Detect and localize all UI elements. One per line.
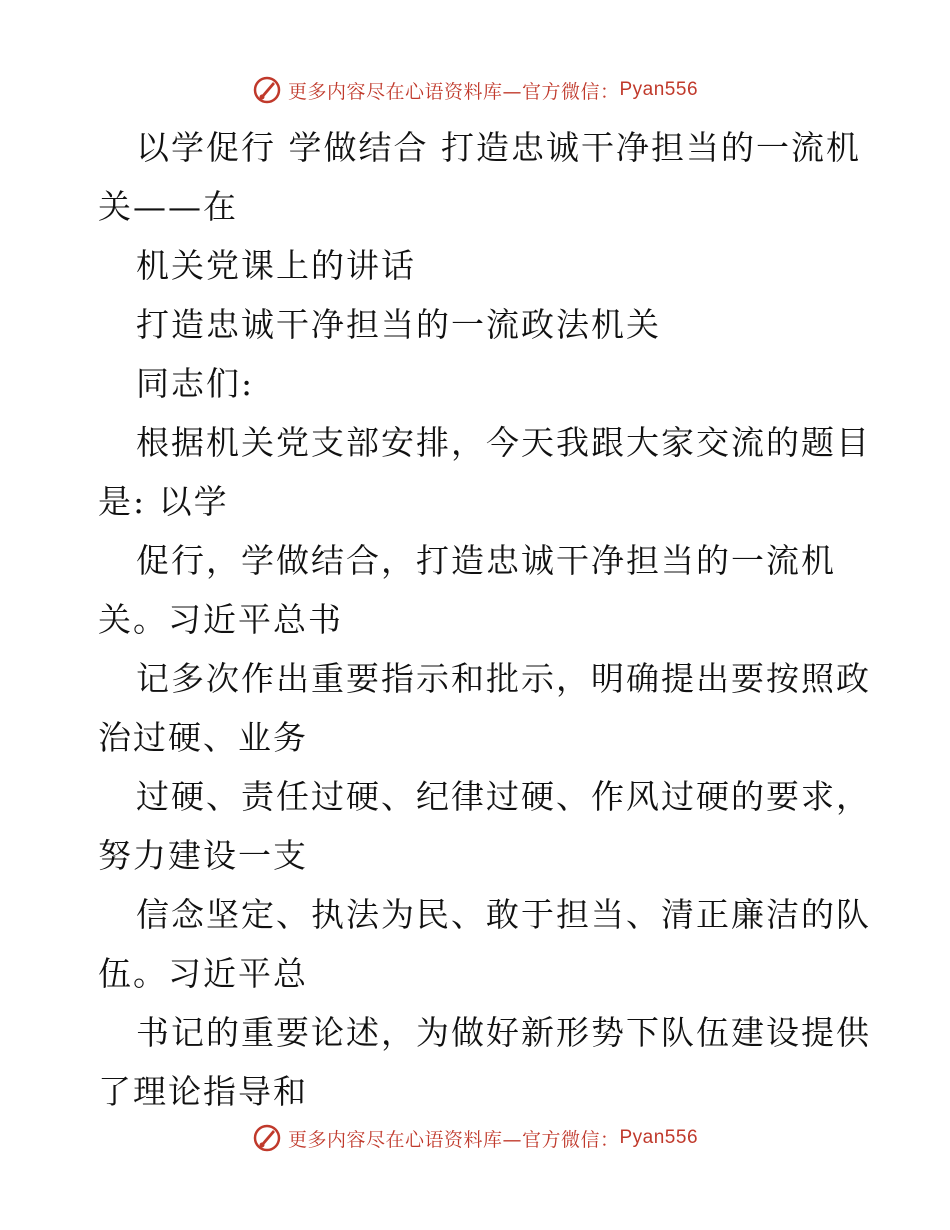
quill-logo-icon — [252, 75, 282, 105]
paragraph-line: 以学促行 学做结合 打造忠诚干净担当的一流机 — [136, 128, 861, 167]
document-body — [98, 118, 871, 1121]
paragraph — [98, 649, 871, 767]
paragraph-continuation: 伍。习近平总 — [98, 954, 308, 993]
quill-logo-icon — [252, 1123, 282, 1153]
watermark-handle: Pyan556 — [619, 79, 699, 100]
header-watermark — [0, 70, 950, 110]
paragraph-continuation: 了理论指导和 — [98, 1072, 308, 1111]
watermark-text: 更多内容尽在心语资料库—官方微信： — [287, 1128, 620, 1151]
paragraph-line: 促行，学做结合，打造忠诚干净担当的一流机 — [136, 541, 836, 580]
paragraph-continuation: 努力建设一支 — [98, 836, 308, 875]
paragraph-continuation: 治过硬、业务 — [98, 718, 308, 757]
paragraph-continuation: 关。习近平总书 — [98, 600, 343, 639]
paragraph-line: 记多次作出重要指示和批示，明确提出要按照政 — [136, 659, 871, 698]
paragraph — [98, 354, 858, 413]
paragraph-continuation: 关——在 — [98, 187, 238, 226]
paragraph — [98, 295, 858, 354]
paragraph-line: 打造忠诚干净担当的一流政法机关 — [136, 305, 661, 344]
paragraph — [98, 236, 858, 295]
paragraph — [98, 1003, 871, 1121]
paragraph-line: 过硬、责任过硬、纪律过硬、作风过硬的要求， — [136, 777, 871, 816]
paragraph-line: 书记的重要论述，为做好新形势下队伍建设提供 — [136, 1013, 871, 1052]
watermark-handle: Pyan556 — [619, 1127, 699, 1148]
paragraph-line: 同志们: — [136, 364, 255, 403]
paragraph-line: 机关党课上的讲话 — [136, 246, 416, 285]
paragraph-line: 信念坚定、执法为民、敢于担当、清正廉洁的队 — [136, 895, 871, 934]
paragraph — [98, 413, 871, 531]
paragraph-line: 根据机关党支部安排，今天我跟大家交流的题目 — [136, 423, 871, 462]
paragraph-continuation: 是: 以学 — [98, 482, 229, 521]
paragraph — [98, 531, 858, 649]
paragraph — [98, 118, 861, 236]
footer-watermark — [0, 1118, 950, 1158]
paragraph — [98, 885, 871, 1003]
paragraph — [98, 767, 871, 885]
watermark-text: 更多内容尽在心语资料库—官方微信： — [287, 80, 620, 103]
